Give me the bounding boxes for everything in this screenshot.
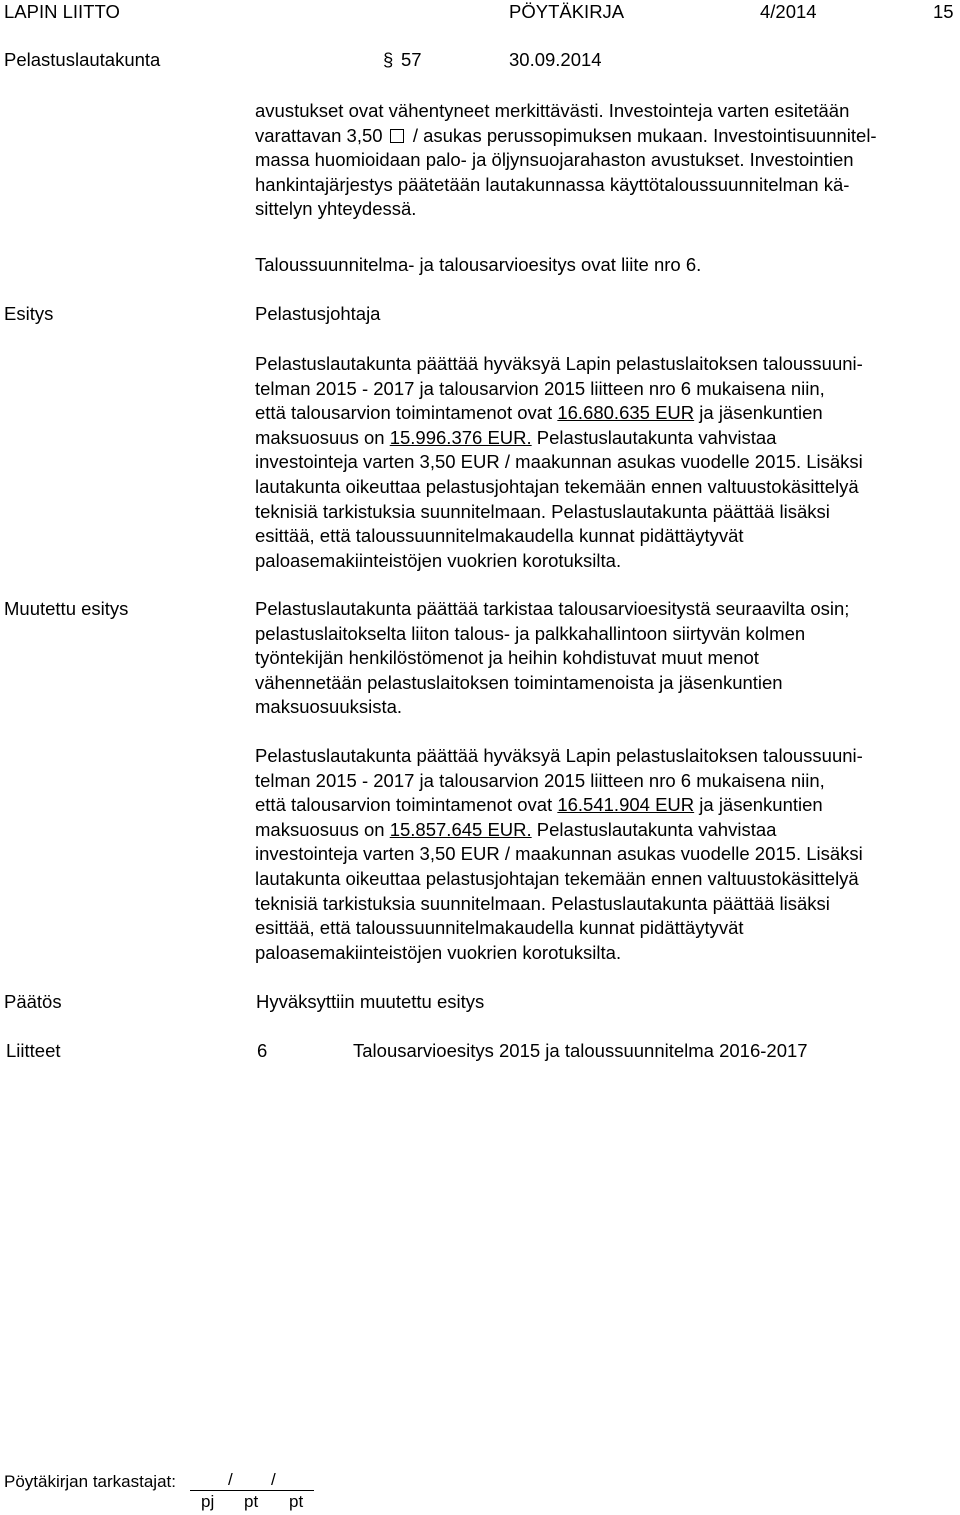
document-number: 4/2014 [760,1,817,22]
muutettu-line: työntekijän henkilöstömenot ja heihin kohdistuvat muut menot [255,647,759,669]
muutettu-line: Pelastuslautakunta päättää tarkistaa talousarvioesitystä seuraavilta osin; [255,598,850,619]
liitteet-label: Liitteet [6,1040,61,1061]
org-name: LAPIN LIITTO [4,1,120,22]
muutettu-text: ja jäsenkuntien [694,794,823,816]
signature-slash: / [228,1470,233,1489]
esitys-label: Esitys [4,303,54,324]
paatos-label: Päätös [4,991,62,1012]
muutettu-line: esittää, että taloussuunnitelmakaudella kunnat pidättäytyvät [255,917,744,939]
document-type: PÖYTÄKIRJA [509,1,625,22]
initials-chair: pj [201,1492,215,1511]
revised-operating-costs-amount: 16.541.904 EUR [557,794,695,816]
muutettu-line: pelastuslaitokselta liiton talous- ja palkkahallintoon siirtyvän kolmen [255,622,806,644]
muutettu-line: investointeja varten 3,50 EUR / maakunnan asukas vuodelle 2015. Lisäksi [255,843,863,865]
esitys-line: paloasemakiinteistöjen vuokrien korotuksilta. [255,549,622,571]
esitys-line [255,401,955,426]
decision-text: Hyväksyttiin muutettu esitys [256,991,485,1012]
muutettu-text: Pelastuslautakunta vahvistaa [531,818,777,840]
esitys-line: telman 2015 - 2017 ja talousarvion 2015 liitteen nro 6 mukaisena niin, [255,377,825,399]
muutettu-intro-paragraph [255,597,955,720]
esitys-text: ja jäsenkuntien [694,402,823,424]
municipal-share-amount: 15.996.376 EUR. [389,426,532,448]
section-sign: § [383,49,394,70]
muutettu-line: Pelastuslautakunta päättää hyväksyä Lapin pelastuslaitoksen taloussuuni- [255,745,863,766]
attachment-note: Taloussuunnitelma- ja talousarvioesitys ovat liite nro 6. [255,254,702,275]
page-number: 15 [933,1,954,22]
intro-line-start: varattavan 3,50 [255,124,383,146]
initials-inspector-2: pt [289,1492,304,1511]
operating-costs-amount: 16.680.635 EUR [557,402,695,424]
inspectors-label: Pöytäkirjan tarkastajat: [4,1472,176,1491]
euro-placeholder-icon [390,129,404,143]
esitys-text: Pelastuslautakunta vahvistaa [531,426,777,448]
initials-inspector-1: pt [244,1492,259,1511]
muutettu-line [255,793,955,818]
muutettu-line: vähennetään pelastuslaitoksen toimintamenoista ja jäsenkuntien [255,671,783,693]
revised-municipal-share-amount: 15.857.645 EUR. [389,818,532,840]
esitys-line: esittää, että taloussuunnitelmakaudella kunnat pidättäytyvät [255,525,744,547]
intro-paragraph [255,99,955,222]
section-number: 57 [401,49,422,70]
intro-line: sittelyn yhteydessä. [255,198,417,220]
muutettu-line: lautakunta oikeuttaa pelastusjohtajan tekemään ennen valtuustokäsittelyä [255,867,859,889]
esitys-line: lautakunta oikeuttaa pelastusjohtajan tekemään ennen valtuustokäsittelyä [255,475,859,497]
body-name: Pelastuslautakunta [4,49,161,70]
meeting-date: 30.09.2014 [509,49,602,70]
presenter: Pelastusjohtaja [255,303,381,324]
esitys-line: teknisiä tarkistuksia suunnitelmaan. Pelastuslautakunta päättää lisäksi [255,500,830,522]
esitys-text: että talousarvion toimintamenot ovat [255,402,558,424]
attachment-number: 6 [257,1040,268,1061]
muutettu-line [255,818,955,843]
esitys-text: maksuosuus on [255,426,390,448]
muutettu-paragraph [255,744,955,965]
intro-line-rest: / asukas perussopimuksen mukaan. Investointisuunnitel- [412,124,877,146]
muutettu-esitys-label: Muutettu esitys [4,598,129,619]
attachment-title: Talousarvioesitys 2015 ja taloussuunnitelma 2016-2017 [353,1040,808,1061]
muutettu-line: telman 2015 - 2017 ja talousarvion 2015 liitteen nro 6 mukaisena niin, [255,769,825,791]
intro-line: massa huomioidaan palo- ja öljynsuojarahaston avustukset. Investointien [255,149,854,171]
esitys-line: investointeja varten 3,50 EUR / maakunnan asukas vuodelle 2015. Lisäksi [255,451,863,473]
esitys-line [255,426,955,451]
esitys-line: Pelastuslautakunta päättää hyväksyä Lapin pelastuslaitoksen taloussuuni- [255,353,863,374]
signature-slash: / [271,1470,276,1489]
intro-line: hankintajärjestys päätetään lautakunnassa käyttötaloussuunnitelman kä- [255,173,850,195]
muutettu-text: että talousarvion toimintamenot ovat [255,794,558,816]
esitys-paragraph [255,352,955,573]
muutettu-text: maksuosuus on [255,818,390,840]
intro-line [255,124,955,149]
intro-line: avustukset ovat vähentyneet merkittävästi. Investointeja varten esitetään [255,100,850,121]
muutettu-line: paloasemakiinteistöjen vuokrien korotuksilta. [255,941,622,963]
muutettu-line: maksuosuuksista. [255,696,403,718]
muutettu-line: teknisiä tarkistuksia suunnitelmaan. Pelastuslautakunta päättää lisäksi [255,892,830,914]
